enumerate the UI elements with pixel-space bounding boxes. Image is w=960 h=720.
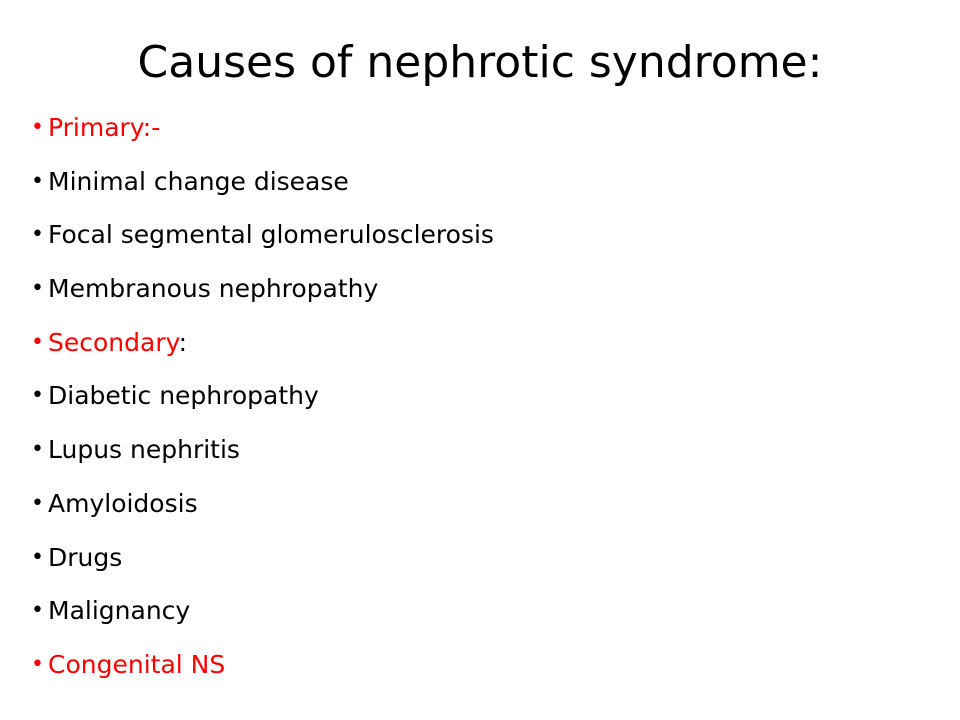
list-item-text: Secondary: [48, 327, 179, 357]
list-item-text: Minimal change disease: [48, 166, 349, 196]
bullet-icon: •: [31, 598, 44, 624]
bullet-icon: •: [31, 490, 44, 516]
list-item-text: Focal segmental glomerulosclerosis: [48, 220, 494, 250]
list-item-text: Lupus nephritis: [48, 435, 240, 465]
list-item-malignancy: [31, 584, 928, 638]
bullet-icon: •: [31, 222, 44, 248]
list-item-text: Primary:-: [48, 113, 161, 142]
bullet-icon: •: [31, 329, 44, 355]
list-item-text: Membranous nephropathy: [48, 274, 379, 304]
list-item-primary: [31, 101, 928, 155]
list-item-amyloidosis: [31, 477, 928, 531]
list-item-text: Drugs: [48, 542, 123, 572]
list-item-secondary: [31, 316, 928, 370]
bullet-icon: •: [31, 544, 44, 570]
bullet-icon: •: [31, 115, 44, 140]
list-item-membranous: [31, 262, 928, 316]
list-item-suffix: :: [178, 327, 188, 357]
list-item-congenital: [31, 638, 928, 692]
bullet-icon: •: [31, 651, 44, 677]
bullet-icon: •: [31, 383, 44, 409]
list-item-text: Malignancy: [48, 596, 191, 626]
list-item-drugs: [31, 531, 928, 585]
bullet-icon: •: [31, 276, 44, 302]
list-item-text: Diabetic nephropathy: [48, 381, 319, 411]
bullet-icon: •: [31, 168, 44, 194]
list-item-text: Congenital NS: [48, 649, 226, 679]
list-item-lupus: [31, 423, 928, 477]
bullet-icon: •: [31, 437, 44, 463]
list-item-diabetic: [31, 369, 928, 423]
slide-title: Causes of nephrotic syndrome:: [137, 37, 823, 88]
list-item-text: Amyloidosis: [48, 488, 198, 518]
list-item-minimal-change: [31, 155, 928, 209]
bullet-list: [31, 101, 928, 692]
list-item-fsgs: [31, 208, 928, 262]
